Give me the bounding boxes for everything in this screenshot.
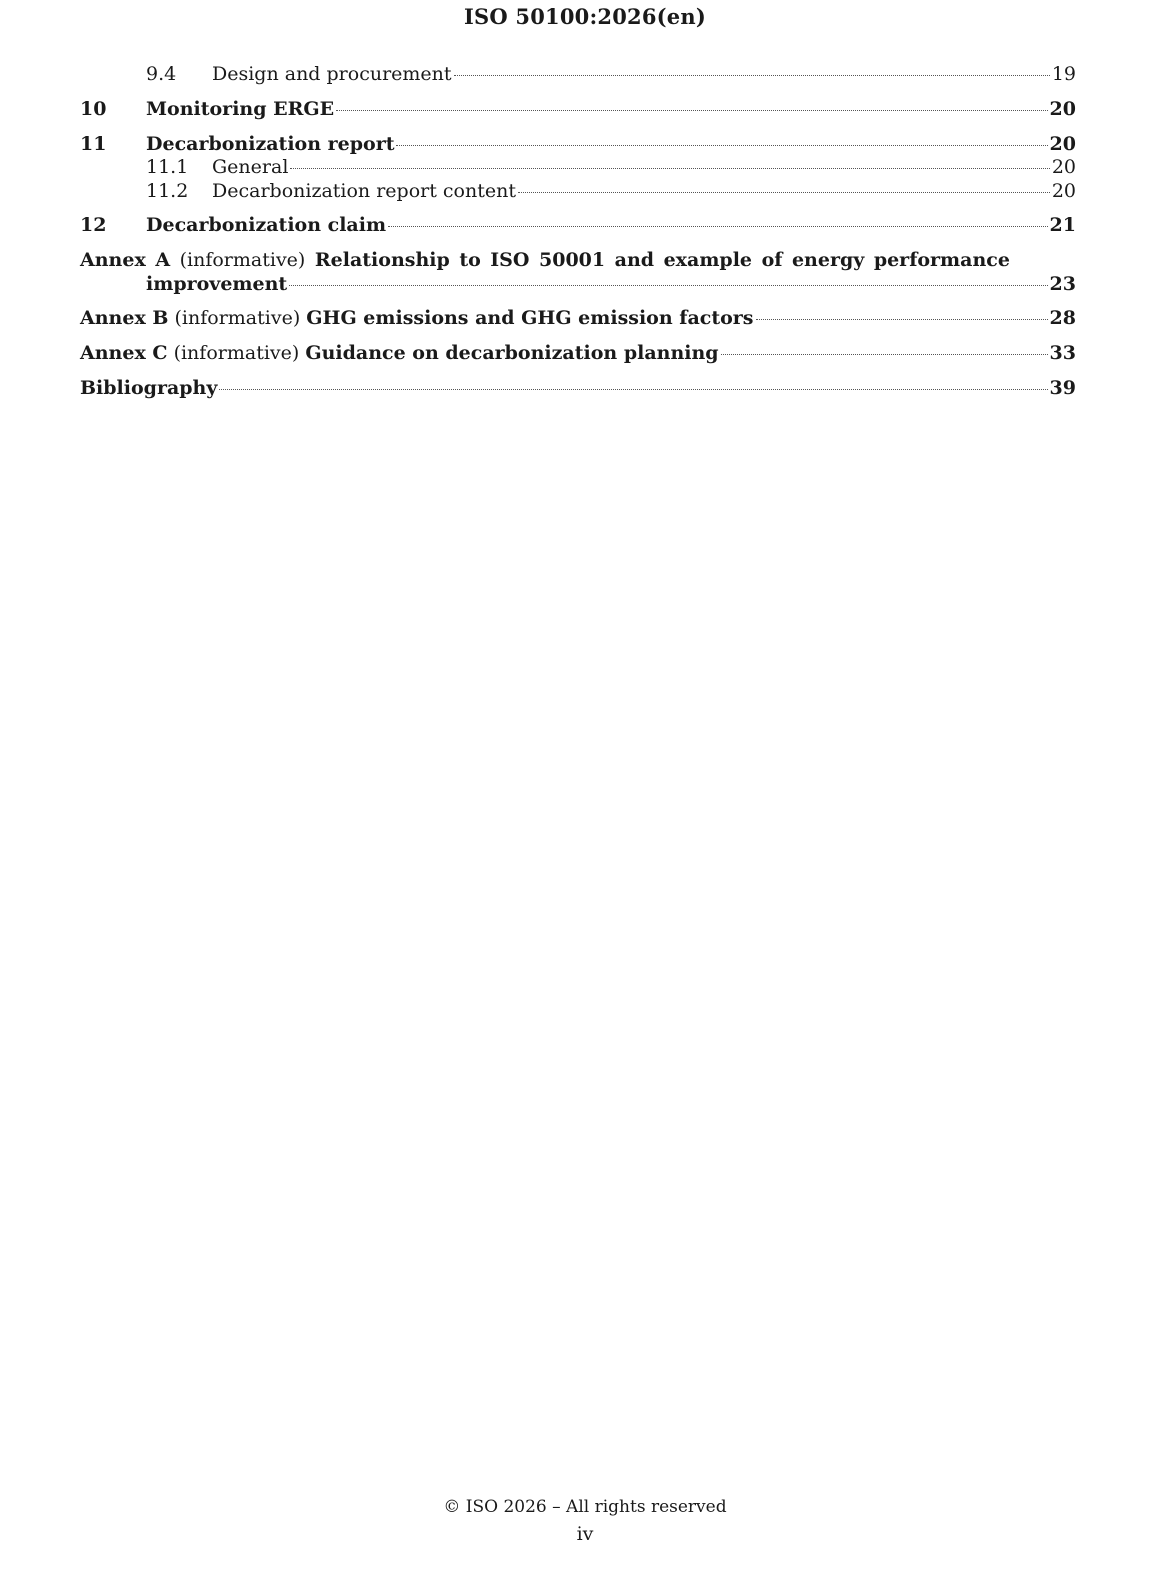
annex-a-heading-line xyxy=(80,248,1010,272)
dot-leader xyxy=(336,110,1047,111)
dot-leader xyxy=(396,145,1047,146)
toc-page: 23 xyxy=(1049,273,1076,295)
annex-word: example xyxy=(663,249,753,271)
toc-entry-11-1[interactable] xyxy=(80,155,1076,179)
annex-label: Annex C xyxy=(80,342,168,364)
toc-number: 9.4 xyxy=(146,63,177,85)
annex-informative: (informative) xyxy=(167,342,306,364)
toc-entry-12[interactable] xyxy=(80,213,1076,237)
dot-leader xyxy=(388,226,1047,227)
toc-entry-11[interactable] xyxy=(80,132,1076,156)
annex-word: performance xyxy=(873,249,1010,271)
annex-word: ISO xyxy=(490,249,530,271)
dot-leader xyxy=(518,192,1050,193)
toc-title: General xyxy=(212,156,289,178)
toc-entry-10[interactable] xyxy=(80,97,1076,121)
toc-number: 10 xyxy=(80,98,107,120)
toc-number: 12 xyxy=(80,214,107,236)
annex-word: and xyxy=(614,249,655,271)
toc-entry-bibliography[interactable] xyxy=(80,376,1076,400)
document-header: ISO 50100:2026(en) xyxy=(464,4,706,29)
annex-word: Annex xyxy=(80,249,146,271)
toc-entry-annex-c[interactable] xyxy=(80,341,1076,365)
dot-leader xyxy=(289,285,1047,286)
annex-word: (informative) xyxy=(179,249,306,271)
toc-page: 21 xyxy=(1049,214,1076,236)
toc-page: 20 xyxy=(1051,156,1076,178)
toc-page: 20 xyxy=(1049,98,1076,120)
toc-number: 11.2 xyxy=(146,180,189,202)
annex-a-continuation-line xyxy=(80,272,1076,296)
toc-title: Design and procurement xyxy=(212,63,452,85)
toc-page: 20 xyxy=(1051,180,1076,202)
annex-informative: (informative) xyxy=(168,307,307,329)
page-number: iv xyxy=(576,1523,594,1545)
dot-leader xyxy=(219,389,1047,390)
toc-title: GHG emissions and GHG emission factors xyxy=(306,307,754,329)
annex-word: Relationship xyxy=(314,249,450,271)
toc-title: Decarbonization report content xyxy=(212,180,516,202)
toc-entry-11-2[interactable] xyxy=(80,179,1076,203)
toc-title: improvement xyxy=(146,273,288,295)
toc-number: 11 xyxy=(80,133,107,155)
toc-page: 39 xyxy=(1049,377,1076,399)
annex-word: 50001 xyxy=(539,249,606,271)
annex-label: Annex B xyxy=(80,307,169,329)
toc-page: 19 xyxy=(1051,63,1076,85)
toc-title: Monitoring ERGE xyxy=(146,98,335,120)
toc-entry-9-4[interactable] xyxy=(80,62,1076,86)
annex-word: of xyxy=(761,249,783,271)
toc-page: 20 xyxy=(1049,133,1076,155)
toc-title: Guidance on decarbonization planning xyxy=(305,342,719,364)
annex-word: A xyxy=(155,249,171,271)
copyright-notice: © ISO 2026 – All rights reserved xyxy=(443,1497,727,1517)
toc-title: Decarbonization report xyxy=(146,133,395,155)
toc-number: 11.1 xyxy=(146,156,189,178)
annex-word: energy xyxy=(791,249,865,271)
annex-word: to xyxy=(459,249,481,271)
dot-leader xyxy=(756,319,1048,320)
toc-title: Bibliography xyxy=(80,377,218,399)
dot-leader xyxy=(290,168,1049,169)
toc-entry-annex-b[interactable] xyxy=(80,306,1076,330)
toc-page: 28 xyxy=(1049,307,1076,329)
dot-leader xyxy=(454,75,1050,76)
toc-title: Decarbonization claim xyxy=(146,214,387,236)
dot-leader xyxy=(721,354,1048,355)
toc-page: 33 xyxy=(1049,342,1076,364)
